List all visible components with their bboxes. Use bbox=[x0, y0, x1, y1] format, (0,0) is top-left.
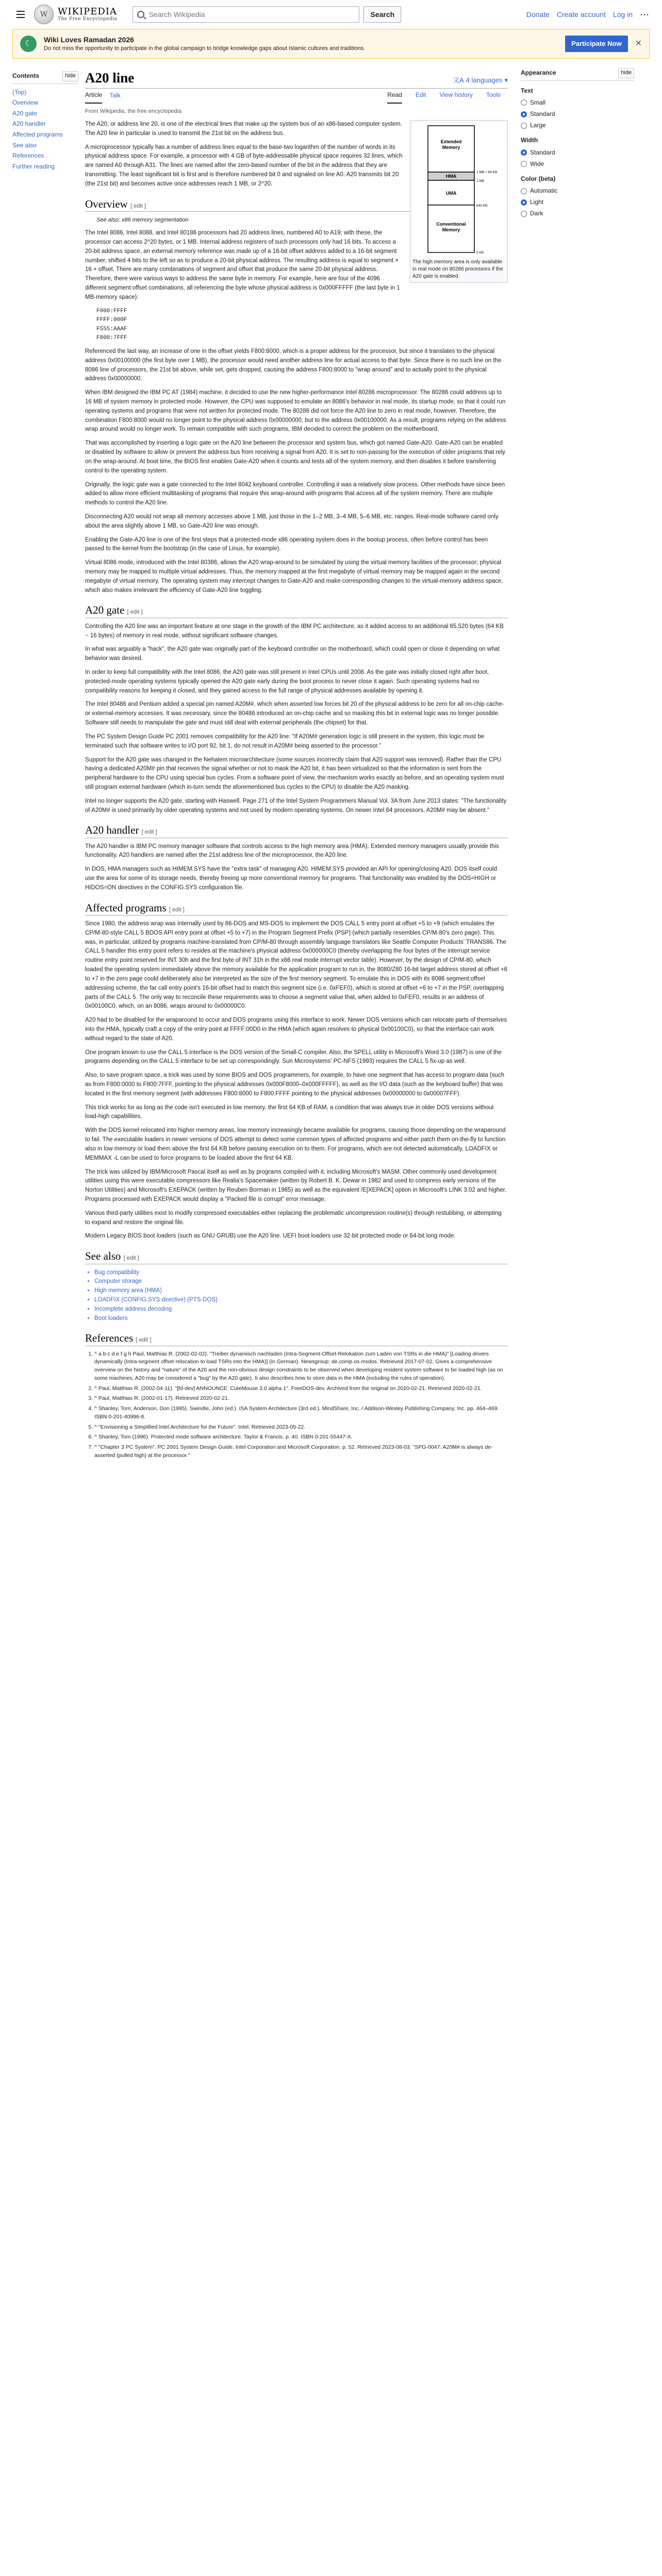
width-label: Width bbox=[521, 137, 538, 144]
paragraph: Since 1980, the address wrap was internally used by 86-DOS and MS-DOS to implement the DOS CALL 5 entry point at offset +5 to +9 (which emulates the CP/M-80-style CALL 5 BDOS API entry point at offset +5 to +7) in the Program Segment Prefix (PSP) (which partially resembles CP/M-80's zero page). This was, in particular, utilized by programs machine-translated from CP/M-80 through assembly language translators like Seattle Computer Products' TRANS86. The CALL 5 handler this entry point refers to resides at the machine's physical address 0x000000C0 (thereby overlapping the four bytes of the interrupt service routine entry point reserved for INT 30h and the first byte of INT 31h in the x86 real mode interrupt vector table). However, by the design of CP/M-80, which loaded the operating system immediately above the memory available for the application program to run in, the 8080/Z80 16-bit target address stored at offset +6 to +7 in the zero page could deliberately also be interpreted as the size of the first memory segment. To emulate this in DOS with its 8086 segment:offset addressing scheme, the far call entry point's 16-bit offset had to match this segment size (i.e. 0xFEF0), which is stored at offset +6 to +7 in the PSP, overlapping parts of the CALL 5. The only way to reconcile these requirements was to choose a segment value that, when added to 0xFEF0, results in an address of 0x00100C0, which, on an 8086, wraps around to 0x00000C0. bbox=[85, 921, 507, 1010]
paragraph: That was accomplished by inserting a logic gate on the A20 line between the processor and system bus, which got named Gate-A20. Gate-A20 can be enabled or disabled by software to allow or prevent the address bus from receiving a signal from A20. It is set to non-passing for the execution of older programs that rely on the wrap-around. At boot time, the BIOS first enables Gate-A20 when it counts and tests all of the system memory, and then disables it before transferring control to the operating system. bbox=[85, 440, 506, 474]
paragraph: In order to keep full compatibility with the Intel 8086, the A20 gate was still present in Intel CPUs until 2008. As the gate was initially closed right after boot, protected-mode operating systems typically opened the A20 gate early during the boot process to never close it again. Such operating systems had no compatibility reasons for keeping it closed, and they gained access to the full range of physical addresses available by opening it. bbox=[85, 669, 489, 694]
paragraph: A20 had to be disabled for the wraparound to occur and DOS programs using this interface to work. Newer DOS versions which can relocate parts of themselves into the HMA, typically craft a copy of the entry point at FFFF:00D0 in the HMA (which again resolves to physical 0x00100C0), so that the interface can work without regard to the state of A20. bbox=[85, 1017, 507, 1042]
toc-item[interactable]: Further reading bbox=[12, 162, 55, 170]
radio-icon bbox=[521, 99, 527, 106]
see-also-item[interactable]: • LOADFIX (CONFIG.SYS directive) (PTS-DOS) bbox=[94, 1296, 508, 1305]
heading-handler-text: A20 handler bbox=[85, 824, 139, 837]
main-menu-icon[interactable] bbox=[12, 6, 29, 23]
radio-option[interactable] bbox=[521, 159, 634, 169]
see-also-list bbox=[85, 1268, 508, 1324]
see-also-item[interactable]: • High memory area (HMA) bbox=[94, 1286, 508, 1296]
figure-caption: The high memory area is only available in real mode on 80286 processors if the A20 gate is enabled. bbox=[412, 259, 503, 280]
paragraph: When IBM designed the IBM PC AT (1984) machine, it decided to use the new higher-performance Intel 80286 microprocessor. The 80286 could address up to 16 MB of system memory in protected mode. However, the CPU was supposed to emulate an 8086's behavior in real mode, its startup mode, so that it could run operating systems and programs that were not written for protected mode. The 80286 did not force the A20 line to zero in real mode, however. Therefore, the combination F800:8000 would no longer point to the physical address 0x00000000, but to the address 0x00100000. As a result, programs relying on the address wrap around would no longer work. To remain compatible with such programs, IBM decided to correct the problem on the motherboard. bbox=[85, 389, 506, 433]
paragraph: The A20 handler is IBM PC memory manager software that controls access to the high memory area (HMA). Extended memory managers usually provide this functionality. A20 handlers are named after the 21st address line of the microprocessor, the A20 line. bbox=[85, 843, 499, 859]
paragraph: Controlling the A20 line was an important feature at one stage in the growth of the IBM PC architecture, as it added access to an additional 65,520 bytes (64 KB − 16 bytes) of memory in real mode, without significant software changes. bbox=[85, 623, 504, 639]
color-group bbox=[521, 174, 634, 219]
page-tabs bbox=[85, 89, 508, 105]
tab-tools[interactable]: Tools bbox=[486, 91, 501, 99]
addr-label-a: 1 MB + 64 KB bbox=[476, 171, 498, 175]
article-body bbox=[85, 107, 508, 1462]
addr-label-c: 640 KB bbox=[476, 204, 488, 208]
create-account-link[interactable]: Create account bbox=[556, 10, 606, 19]
more-options-icon[interactable]: ⋯ bbox=[640, 9, 650, 20]
campaign-banner bbox=[12, 29, 650, 59]
appearance-title: Appearance bbox=[521, 69, 556, 77]
heading-a20-gate bbox=[85, 603, 508, 618]
addr-label-d: 0 KB bbox=[476, 251, 484, 255]
paragraph: Originally, the logic gate was a gate connected to the Intel 8042 keyboard controller. Controlling it was a relatively slow process. Other methods have since been added to allow more efficient multitasking of programs that require this wrap-around with programs that access all of the system memory. There are multiple methods to control the A20 line. bbox=[85, 481, 505, 506]
toc-title: Contents bbox=[12, 72, 39, 80]
radio-option[interactable] bbox=[521, 209, 634, 218]
radio-label: Standard bbox=[530, 110, 555, 117]
toc-item[interactable]: (Top) bbox=[12, 88, 27, 96]
text-size-group bbox=[521, 86, 634, 131]
toc-item[interactable]: Overview bbox=[12, 99, 39, 107]
paragraph: Virtual 8086 mode, introduced with the Intel 80386, allows the A20 wrap-around to be simulated by using the virtual memory facilities of the processor; physical memory may be mapped to multiple virtual addresses. Thus, the memory mapped at the first megabyte of virtual memory may be mapped again in the second megabyte of virtual memory. The operating system may intercept changes to Gate-A20 and make corresponding changes to the virtual-memory address space, which also makes irrelevant the efficiency of Gate-A20 line toggling. bbox=[85, 560, 503, 594]
radio-icon bbox=[521, 188, 527, 194]
title-bar bbox=[85, 65, 508, 89]
radio-label: Small bbox=[530, 98, 546, 106]
toc-item[interactable]: See also bbox=[12, 141, 37, 149]
edit-link[interactable]: [ edit ] bbox=[141, 829, 157, 836]
reference-item: 3. ^ Paul, Matthias R. (2002-01-17). Retrieved 2020-02-21. bbox=[94, 1395, 508, 1403]
globe-icon: W bbox=[34, 5, 54, 24]
toc-item[interactable]: References bbox=[12, 152, 44, 160]
tab-talk[interactable]: Talk bbox=[109, 92, 121, 99]
radio-option[interactable] bbox=[521, 148, 634, 158]
paragraph: The trick was utilized by IBM/Microsoft Pascal itself as well as by programs compiled with it, including Microsoft's MASM. Other commonly used development utilities using this were executable compressors like Realia's Spacemaker (written by Robert B. K. Dewar in 1982 and used to compress early versions of the Norton Utilities) and Microsoft's EXEPACK (written by Reuben Borman in 1985) as well as the equivalent /E[XEPACK] option in Microsoft's LINK 3.02 and higher. Programs processed with EXEPACK would display a "Packed file is corrupt" error message. bbox=[85, 1168, 507, 1202]
radio-label: Automatic bbox=[530, 187, 558, 195]
ext-label-1: Extended bbox=[440, 139, 462, 145]
heading-refs-text: References bbox=[85, 1332, 134, 1345]
memory-map-diagram bbox=[412, 123, 505, 257]
see-also-item[interactable]: • Computer storage bbox=[94, 1277, 508, 1286]
radio-label: Dark bbox=[530, 210, 543, 217]
heading-see-also bbox=[85, 1249, 508, 1264]
heading-affected-programs bbox=[85, 901, 508, 916]
radio-icon bbox=[521, 111, 527, 117]
radio-option[interactable] bbox=[521, 98, 634, 108]
heading-gate-text: A20 gate bbox=[85, 604, 125, 617]
chevron-down-icon: ▾ bbox=[504, 76, 508, 84]
toc-item[interactable]: A20 gate bbox=[12, 109, 38, 117]
reference-item: 2. ^ Paul, Matthias R. (2002-04-11). "[fd-dev] ANNOUNCE: CuteMouse 3.0 alpha 1". FreeDOS-dev. Archived from the original on 2020-02-21. Retrieved 2020-02-21. bbox=[94, 1385, 508, 1393]
addr-label-b: 1 MB bbox=[476, 179, 485, 183]
paragraph: Disconnecting A20 would not wrap all memory accesses above 1 MB, just those in the 1–2 MB, 3–4 MB, 5–6 MB, etc. ranges. Real-mode software cared only about the area slightly above 1 MB, so Gate-A20 line was enough. bbox=[85, 513, 499, 529]
toc-hide-button[interactable]: hide bbox=[62, 71, 78, 81]
edit-link[interactable]: [ edit ] bbox=[123, 1255, 139, 1262]
address-item: F000:FFFF bbox=[96, 308, 127, 314]
radio-label: Standard bbox=[530, 148, 555, 156]
wikipedia-logo[interactable] bbox=[34, 5, 117, 24]
paragraph: In DOS, HMA managers such as HIMEM.SYS have the "extra task" of managing A20. HIMEM.SYS provided an API for opening/closing A20. DOS itself could use the area for some of its storage needs, thereby freeing up more conventional memory for programs. That functionality was enabled by the DOS=HIGH or HIDOS=ON directives in the CONFIG.SYS configuration file. bbox=[85, 866, 497, 891]
paragraph: Modern Legacy BIOS boot loaders (such as GNU GRUB) use the A20 line. UEFI boot loaders use 32-bit protected mode or 64-bit long mode. bbox=[85, 1233, 456, 1240]
search-button[interactable]: Search bbox=[363, 6, 401, 23]
close-icon[interactable]: ✕ bbox=[635, 39, 642, 48]
radio-option[interactable] bbox=[521, 197, 634, 207]
toc-item[interactable]: A20 handler bbox=[12, 120, 46, 128]
radio-option[interactable] bbox=[521, 109, 634, 119]
toc-item[interactable]: Affected programs bbox=[12, 130, 63, 138]
heading-references bbox=[85, 1331, 508, 1346]
hma-label: HMA bbox=[445, 174, 457, 179]
paragraph: Enabling the Gate-A20 line is one of the first steps that a protected-mode x86 operating system does in the bootup process, often before control has been passed to the kernel from the bootstrap (in the case of Linux, for example). bbox=[85, 536, 488, 552]
search-placeholder: Search Wikipedia bbox=[148, 10, 205, 19]
table-of-contents bbox=[12, 71, 78, 172]
see-also-item[interactable]: • Boot loaders bbox=[94, 1314, 508, 1324]
heading-seealso-text: See also bbox=[85, 1250, 121, 1263]
ext-label-2: Memory bbox=[442, 145, 460, 150]
address-list bbox=[85, 307, 508, 343]
radio-label: Wide bbox=[530, 160, 544, 167]
participate-button[interactable]: Participate Now bbox=[565, 36, 628, 53]
intro-paragraph-2: A microprocessor typically has a number of address lines equal to the base-two logarithm of the number of words in its physical address space. For example, a processor with 4 GB of byte-addressable physical space requires 32 lines, which are named A0 through A31. The lines are named after the zero-based number of the bit in the address that they are transmitting. The least significant bit is first and is therefore numbered bit 0 and signaled on line A0. A20 transmits bit 20 (the 21st bit) and becomes active once addresses reach 1 MB, or 2^20. bbox=[85, 144, 403, 187]
address-item: F555:AAAF bbox=[96, 326, 127, 332]
uma-label: UMA bbox=[445, 191, 457, 196]
paragraph: Also, to save program space, a trick was used by some BIOS and DOS programmers, for example, to have one segment that has access to program data (such as from F800:0000 to F800:7FFF, pointing to the physical addresses 0x000F8000–0x000FFFFF), as well as the I/O data (such as the keyboard buffer) that was located in the first memory segment (with addresses F800:8000 to F800:FFFF pointing to the physical addresses 0x00000000 to 0x00007FFF). bbox=[85, 1072, 505, 1097]
language-selector[interactable] bbox=[453, 75, 508, 86]
search-icon bbox=[137, 11, 144, 18]
from-line: From Wikipedia, the free encyclopedia bbox=[85, 108, 182, 114]
language-count: 4 languages bbox=[466, 76, 503, 84]
paragraph: Various third-party utilities exist to modify compressed executables either replacing the problematic uncompression routine(s) through restubbing, or attempting to expand and restore the original file. bbox=[85, 1210, 502, 1226]
radio-label: Large bbox=[530, 122, 546, 129]
reference-item: 5. ^ "Envisioning a Simplified Intel Architecture for the Future". Intel. Retrieved 2023-05-22. bbox=[94, 1423, 508, 1432]
tab-history[interactable]: View history bbox=[439, 91, 473, 99]
paragraph: The Intel 80486 and Pentium added a special pin named A20M#, which when asserted low forces bit 20 of the physical address to be zero for all on-chip cache- or external-memory accesses. It was necessary, since the 80486 introduced an on-chip cache and so masking this bit in external logic was no longer possible. Software still needs to manipulate the gate and must still deal with external peripherals (the chipset) for that. bbox=[85, 701, 504, 726]
tagline: The Free Encyclopedia bbox=[58, 16, 118, 22]
radio-icon bbox=[521, 161, 527, 167]
translate-icon: 文A bbox=[452, 76, 464, 84]
paragraph: Support for the A20 gate was changed in the Nehalem microarchitecture (some sources incorrectly claim that A20 support was removed). Rather than the CPU having a dedicated A20M# pin that receives the signal whether or not to mask the A20 bit, it has been virtualized so that the information is sent from the peripheral hardware to the CPU using special bus cycles. From a software point of view, the mechanism works exactly as before, and an operating system must still program external hardware (which in-turn sends the aforementioned bus cycles to the CPU) to disable the A20 masking. bbox=[85, 756, 504, 790]
edit-link[interactable]: [ edit ] bbox=[169, 906, 185, 913]
address-item: F800:7FFF bbox=[96, 335, 127, 342]
banner-title: Wiki Loves Ramadan 2026 bbox=[44, 36, 134, 44]
paragraph: Intel no longer supports the A20 gate, starting with Haswell. Page 271 of the Intel System Programmers Manual Vol. 3A from June 2013 states: "The functionality of A20M# is used primarily by older operating systems and not used by modern operating systems. On newer Intel 64 processors, A20M# may be absent." bbox=[85, 798, 507, 814]
see-also-item[interactable]: • Bug compatibility bbox=[94, 1268, 508, 1278]
ext-label bbox=[441, 139, 462, 150]
paragraph: This trick works for as long as the code isn't executed in low memory, the first 64 KB of RAM, a condition that was always true in older DOS versions without load-high capabilities. bbox=[85, 1104, 494, 1120]
heading-overview-text: Overview bbox=[85, 197, 128, 210]
reference-item: 7. ^ "Chapter 3 PC System". PC 2001 System Design Guide. Intel Corporation and Microsoft Corporation. p. 52. Retrieved 2023-08-03. "SPG-0047: A20M# is always de-asserted (pulled high) at the processor." bbox=[94, 1444, 508, 1460]
radio-icon bbox=[521, 149, 527, 156]
paragraph: In what was arguably a "hack", the A20 gate was originally part of the keyboard controller on the motherboard, which could open or close it depending on what behavior was desired. bbox=[85, 646, 500, 662]
paragraph: One program known to use the CALL 5 interface is the DOS version of the Small-C compiler. Also, the SPELL utility in Microsoft's Word 3.0 (1987) is one of the programs depending on the CALL 5 interface to be set up correspondingly. Sun Microsystems' PC-NFS (1993) requires the CALL 5 fix-up as well. bbox=[85, 1049, 502, 1065]
intro-paragraph: The A20, or address line 20, is one of the electrical lines that make up the system bus of an x86-based computer system. The A20 line in particular is used to transmit the 21st bit on the address bus. bbox=[85, 121, 402, 137]
edit-link[interactable]: [ edit ] bbox=[130, 202, 146, 209]
radio-icon bbox=[521, 211, 527, 217]
edit-link[interactable]: [ edit ] bbox=[127, 609, 143, 616]
radio-option[interactable] bbox=[521, 186, 634, 196]
heading-a20-handler bbox=[85, 823, 508, 838]
search-input[interactable] bbox=[133, 6, 359, 23]
banner-description: Do not miss the opportunity to participate in the global campaign to bridge knowledge gaps about Islamic cultures and traditions. bbox=[44, 45, 366, 52]
tab-edit[interactable]: Edit bbox=[415, 91, 426, 99]
reference-item: 6. ^ Shanley, Tom (1996). Protected mode software architecture. Taylor & Francis. p. 40. ISBN 0-201-55447-X. bbox=[94, 1433, 508, 1442]
paragraph: Referenced the last way, an increase of one in the offset yields F800:8000, which is a proper address for the processor, but since it translates to the physical address 0x00100000 (the first byte over 1 MB), the processor would need another address line for actual access to that byte. Since there is no such line on the 8086 line of processors, the 21st bit above, while set, gets dropped, causing the address F800:8000 to "wrap around" and to actually point to the physical address 0x00000000. bbox=[85, 348, 502, 382]
text-label: Text bbox=[521, 87, 533, 94]
conv-label-2: Memory bbox=[442, 227, 460, 233]
references-list bbox=[85, 1350, 508, 1460]
see-also-item[interactable]: • Incomplete address decoding bbox=[94, 1305, 508, 1314]
paragraph: The PC System Design Guide PC 2001 removes compatibility for the A20 line: "If A20M# generation logic is still present in the system, this logic must be terminated such that software writes to I/O port 92, bit 1, do not result in A20M# being asserted to the processor." bbox=[85, 733, 485, 749]
tab-read[interactable]: Read bbox=[387, 90, 402, 103]
conv-label-1: Conventional bbox=[436, 222, 466, 227]
memory-map-figure bbox=[410, 120, 508, 283]
login-link[interactable]: Log in bbox=[613, 10, 633, 19]
radio-option[interactable] bbox=[521, 121, 634, 130]
tab-article[interactable]: Article bbox=[85, 90, 102, 103]
wordmark: WIKIPEDIA bbox=[58, 6, 117, 18]
heading-affected-text: Affected programs bbox=[85, 901, 167, 914]
site-header bbox=[0, 0, 662, 29]
edit-link[interactable]: [ edit ] bbox=[136, 1337, 152, 1344]
paragraph: The Intel 8086, Intel 8088, and Intel 80186 processors had 20 address lines, numbered A0 to A19; with these, the processor can access 2^20 bytes, or 1 MB. Internal address registers of such processors only had 16 bits. To access a 20-bit address space, an external memory reference was made up of a 16-bit offset address added to a 16-bit segment number, shifted 4 bits to the left so as to produce a 20-bit physical address. The resulting address is equal to segment × 16 + offset. There are many combinations of segment and offset that produce the same 20-bit physical address. Therefore, there were various ways to address the same byte in memory. For example, here are four of the 4096 different segment:offset combinations, all referencing the byte whose physical address is 0x000FFFFF (the last byte in 1 MB-memory space): bbox=[85, 230, 400, 300]
color-label: Color (beta) bbox=[521, 175, 556, 182]
appearance-hide-button[interactable]: hide bbox=[618, 68, 634, 78]
reference-item: 4. ^ Shanley, Tom; Anderson, Don (1995). Swindle, John (ed.). ISA System Architecture (3rd ed.). MindShare, Inc. / Addison-Wesley Publishing Company, Inc. pp. 464–469. ISBN 0-201-40996-8. bbox=[94, 1405, 508, 1421]
radio-icon bbox=[521, 123, 527, 129]
paragraph: With the DOS kernel relocated into higher memory areas, low memory increasingly became available for programs, causing those depending on the wraparound to fail. The executable loaders in newer versions of DOS attempt to detect some common types of affected programs and either patch them on-the-fly to function also in low memory or load them above the first 64 KB before passing execution on to them. For programs, which are not detected automatically, LOADFIX or MEMMAX -L can be used to force programs to be loaded above the first 64 KB. bbox=[85, 1127, 506, 1161]
hatnote: See also: x86 memory segmentation bbox=[96, 217, 189, 224]
address-item: FFFF:000F bbox=[96, 317, 127, 324]
appearance-panel bbox=[521, 68, 634, 221]
donate-link[interactable]: Donate bbox=[526, 10, 550, 19]
reference-item: 1. ^ a b c d e f g h Paul, Matthias R. (2002-02-02). "Treiber dynamisch nachladen (Intra-Segment-Offset-Relokation zum Laden von TSRs in die HMA)" [Loading drivers dynamically (Intra-segment offset relocation to load TSRs into the HMA)] (in German). Newsgroup: de.comp.os.msdos. Retrieved 2017-07-02. Gives a comprehensive overview on the history and "nature" of the A20 and the non-obvious design constraints to be observed when developing resident system software to be loaded high (as on some machines, A20 may be considered a "bug" by the A20 gate). It also describes how to store data in the HMA (including the rules of operation). bbox=[94, 1350, 508, 1383]
width-group bbox=[521, 135, 634, 169]
radio-icon bbox=[521, 199, 527, 206]
page-title: A20 line bbox=[85, 70, 135, 86]
radio-label: Light bbox=[530, 198, 544, 206]
campaign-logo-icon: ☾ bbox=[20, 36, 37, 52]
